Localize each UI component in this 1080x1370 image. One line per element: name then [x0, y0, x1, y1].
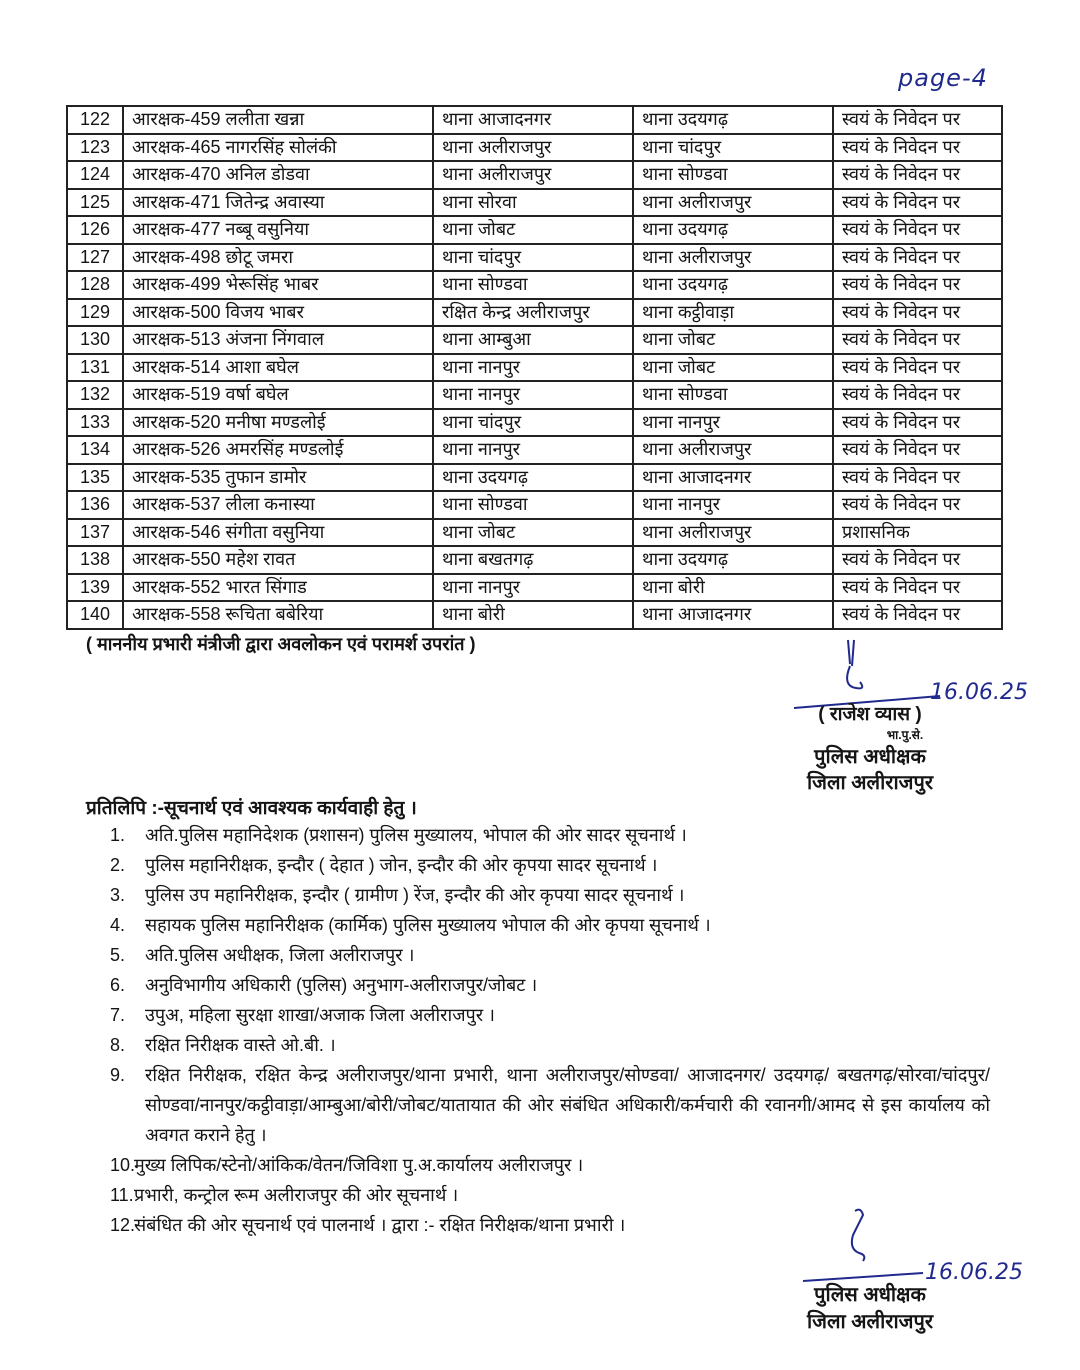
page-number-note: page-4 — [898, 64, 988, 92]
copy-heading: प्रतिलिपि :-सूचनार्थ एवं आवश्यक कार्यवाही हेतु । — [86, 798, 417, 819]
copy-list — [110, 820, 990, 1240]
signatory-name: ( राजेश व्यास ) — [818, 704, 922, 725]
reason-cell: स्वयं के निवेदन पर — [833, 409, 1002, 437]
signatory-block-2 — [790, 1282, 950, 1336]
to-station-cell: थाना आजादनगर — [633, 601, 833, 629]
from-station-cell: थाना आजादनगर — [433, 106, 633, 134]
reason-cell: स्वयं के निवेदन पर — [833, 546, 1002, 574]
to-station-cell: थाना उदयगढ़ — [633, 106, 833, 134]
to-station-cell: थाना कट्ठीवाड़ा — [633, 299, 833, 327]
reason-cell: स्वयं के निवेदन पर — [833, 574, 1002, 602]
copy-item — [110, 970, 990, 1000]
copy-item — [110, 1150, 990, 1180]
to-station-cell: थाना सोण्डवा — [633, 381, 833, 409]
copy-item-number: 1. — [110, 825, 126, 845]
reason-cell: प्रशासनिक — [833, 519, 1002, 547]
to-station-cell: थाना उदयगढ़ — [633, 216, 833, 244]
table-row — [67, 436, 1002, 464]
from-station-cell: थाना नानपुर — [433, 354, 633, 382]
serial-cell: 125 — [67, 189, 123, 217]
constable-name-cell: आरक्षक-465 नागरसिंह सोलंकी — [123, 134, 433, 162]
reason-cell: स्वयं के निवेदन पर — [833, 381, 1002, 409]
transfer-table — [66, 105, 1003, 630]
serial-cell: 132 — [67, 381, 123, 409]
constable-name-cell: आरक्षक-513 अंजना निंगवाल — [123, 326, 433, 354]
from-station-cell: थाना अलीराजपुर — [433, 134, 633, 162]
copy-item — [110, 880, 990, 910]
signature-date-2: 16.06.25 — [925, 1260, 1023, 1285]
to-station-cell: थाना अलीराजपुर — [633, 189, 833, 217]
constable-name-cell: आरक्षक-500 विजय भाबर — [123, 299, 433, 327]
from-station-cell: थाना नानपुर — [433, 381, 633, 409]
to-station-cell: थाना उदयगढ़ — [633, 271, 833, 299]
signatory-designation: पुलिस अधीक्षक — [814, 746, 926, 768]
constable-name-cell: आरक्षक-535 तुफान डामोर — [123, 464, 433, 492]
to-station-cell: थाना सोण्डवा — [633, 161, 833, 189]
from-station-cell: थाना नानपुर — [433, 574, 633, 602]
reason-cell: स्वयं के निवेदन पर — [833, 189, 1002, 217]
remark-note: ( माननीय प्रभारी मंत्रीजी द्वारा अवलोकन एवं परामर्श उपरांत ) — [86, 634, 476, 654]
signatory-block-1 — [785, 700, 955, 796]
from-station-cell: थाना अलीराजपुर — [433, 161, 633, 189]
serial-cell: 124 — [67, 161, 123, 189]
to-station-cell: थाना अलीराजपुर — [633, 436, 833, 464]
to-station-cell: थाना अलीराजपुर — [633, 244, 833, 272]
constable-name-cell: आरक्षक-459 ललीता खन्ना — [123, 106, 433, 134]
copy-item — [110, 850, 990, 880]
copy-item-number: 4. — [110, 915, 126, 935]
to-station-cell: थाना चांदपुर — [633, 134, 833, 162]
copy-item — [110, 910, 990, 940]
copy-item-number: 8. — [110, 1035, 126, 1055]
signatory-district: जिला अलीराजपुर — [806, 1311, 934, 1333]
table-row — [67, 161, 1002, 189]
copy-item-text: रक्षित निरीक्षक, रक्षित केन्द्र अलीराजपुर/थाना प्रभारी, थाना अलीराजपुर/सोण्डवा/ आजादनगर/ उदयगढ़/ बखतगढ़/सोरवा/चांदपुर/सोण्डवा/नानपुर/कट्ठीवाड़ा/आम्बुआ/बोरी/जोबट/यातायात की ओर संबंधित अधिकारी/कर्मचारी की रवानगी/आमद से इस कार्यालय को अवगत कराने हेतु । — [145, 1065, 990, 1145]
constable-name-cell: आरक्षक-471 जितेन्द्र अवास्या — [123, 189, 433, 217]
from-station-cell: थाना सोण्डवा — [433, 271, 633, 299]
serial-cell: 130 — [67, 326, 123, 354]
to-station-cell: थाना जोबट — [633, 354, 833, 382]
constable-name-cell: आरक्षक-514 आशा बघेल — [123, 354, 433, 382]
serial-cell: 136 — [67, 491, 123, 519]
signature-date-1: 16.06.25 — [930, 680, 1028, 705]
copy-item-text: प्रभारी, कन्ट्रोल रूम अलीराजपुर की ओर सूचनार्थ । — [134, 1185, 459, 1205]
serial-cell: 122 — [67, 106, 123, 134]
from-station-cell: थाना बोरी — [433, 601, 633, 629]
table-row — [67, 244, 1002, 272]
table-row — [67, 354, 1002, 382]
copy-item — [110, 1000, 990, 1030]
to-station-cell: थाना आजादनगर — [633, 464, 833, 492]
from-station-cell: थाना चांदपुर — [433, 409, 633, 437]
table-row — [67, 381, 1002, 409]
copy-item — [110, 820, 990, 850]
table-row — [67, 189, 1002, 217]
serial-cell: 123 — [67, 134, 123, 162]
from-station-cell: थाना सोण्डवा — [433, 491, 633, 519]
serial-cell: 133 — [67, 409, 123, 437]
copy-item-number: 2. — [110, 855, 126, 875]
copy-item — [110, 1030, 990, 1060]
constable-name-cell: आरक्षक-546 संगीता वसुनिया — [123, 519, 433, 547]
copy-item-text: अति.पुलिस महानिदेशक (प्रशासन) पुलिस मुख्यालय, भोपाल की ओर सादर सूचनार्थ । — [145, 825, 687, 845]
to-station-cell: थाना अलीराजपुर — [633, 519, 833, 547]
copy-item-number: 3. — [110, 885, 126, 905]
serial-cell: 134 — [67, 436, 123, 464]
from-station-cell: थाना सोरवा — [433, 189, 633, 217]
reason-cell: स्वयं के निवेदन पर — [833, 216, 1002, 244]
table-row — [67, 574, 1002, 602]
constable-name-cell: आरक्षक-550 महेश रावत — [123, 546, 433, 574]
reason-cell: स्वयं के निवेदन पर — [833, 271, 1002, 299]
constable-name-cell: आरक्षक-477 नब्बू वसुनिया — [123, 216, 433, 244]
table-row — [67, 216, 1002, 244]
reason-cell: स्वयं के निवेदन पर — [833, 244, 1002, 272]
copy-item-text: मुख्य लिपिक/स्टेनो/आंकिक/वेतन/जिविशा पु.अ.कार्यालय अलीराजपुर । — [134, 1155, 584, 1175]
table-row — [67, 409, 1002, 437]
copy-item-text: पुलिस उप महानिरीक्षक, इन्दौर ( ग्रामीण ) रेंज, इन्दौर की ओर कृपया सादर सूचनार्थ । — [145, 885, 685, 905]
constable-name-cell: आरक्षक-519 वर्षा बघेल — [123, 381, 433, 409]
constable-name-cell: आरक्षक-558 रूचिता बबेरिया — [123, 601, 433, 629]
constable-name-cell: आरक्षक-526 अमरसिंह मण्डलोई — [123, 436, 433, 464]
copy-item-text: अति.पुलिस अधीक्षक, जिला अलीराजपुर । — [145, 945, 415, 965]
table-row — [67, 326, 1002, 354]
copy-item — [110, 940, 990, 970]
reason-cell: स्वयं के निवेदन पर — [833, 299, 1002, 327]
copy-item-number: 6. — [110, 975, 126, 995]
to-station-cell: थाना जोबट — [633, 326, 833, 354]
from-station-cell: थाना उदयगढ़ — [433, 464, 633, 492]
table-row — [67, 491, 1002, 519]
reason-cell: स्वयं के निवेदन पर — [833, 106, 1002, 134]
serial-cell: 128 — [67, 271, 123, 299]
from-station-cell: थाना नानपुर — [433, 436, 633, 464]
reason-cell: स्वयं के निवेदन पर — [833, 601, 1002, 629]
copy-item-text: सहायक पुलिस महानिरीक्षक (कार्मिक) पुलिस मुख्यालय भोपाल की ओर कृपया सूचनार्थ । — [145, 915, 711, 935]
table-row — [67, 546, 1002, 574]
serial-cell: 138 — [67, 546, 123, 574]
copy-item-number: 7. — [110, 1005, 126, 1025]
to-station-cell: थाना नानपुर — [633, 409, 833, 437]
table-row — [67, 601, 1002, 629]
from-station-cell: थाना चांदपुर — [433, 244, 633, 272]
constable-name-cell: आरक्षक-552 भारत सिंगाड — [123, 574, 433, 602]
copy-item — [110, 1060, 990, 1150]
from-station-cell: रक्षित केन्द्र अलीराजपुर — [433, 299, 633, 327]
serial-cell: 139 — [67, 574, 123, 602]
reason-cell: स्वयं के निवेदन पर — [833, 161, 1002, 189]
from-station-cell: थाना जोबट — [433, 519, 633, 547]
copy-item-text: उपुअ, महिला सुरक्षा शाखा/अजाक जिला अलीराजपुर । — [145, 1005, 495, 1025]
constable-name-cell: आरक्षक-499 भेरूसिंह भाबर — [123, 271, 433, 299]
signatory-district: जिला अलीराजपुर — [806, 772, 934, 794]
serial-cell: 126 — [67, 216, 123, 244]
copy-item-number: 10. — [110, 1155, 136, 1175]
copy-item-text: पुलिस महानिरीक्षक, इन्दौर ( देहात ) जोन, इन्दौर की ओर कृपया सादर सूचनार्थ । — [145, 855, 658, 875]
to-station-cell: थाना नानपुर — [633, 491, 833, 519]
constable-name-cell: आरक्षक-520 मनीषा मण्डलोई — [123, 409, 433, 437]
table-row — [67, 299, 1002, 327]
copy-item-number: 11. — [110, 1185, 134, 1205]
constable-name-cell: आरक्षक-498 छोटू जमरा — [123, 244, 433, 272]
reason-cell: स्वयं के निवेदन पर — [833, 464, 1002, 492]
serial-cell: 135 — [67, 464, 123, 492]
copy-item-text: रक्षित निरीक्षक वास्ते ओ.बी. । — [145, 1035, 336, 1055]
serial-cell: 129 — [67, 299, 123, 327]
copy-item-number: 5. — [110, 945, 126, 965]
from-station-cell: थाना जोबट — [433, 216, 633, 244]
signatory-service: भा.पु.से. — [886, 728, 924, 742]
to-station-cell: थाना उदयगढ़ — [633, 546, 833, 574]
table-row — [67, 519, 1002, 547]
to-station-cell: थाना बोरी — [633, 574, 833, 602]
copy-item-number: 12. — [110, 1215, 136, 1235]
copy-item-text: अनुविभागीय अधिकारी (पुलिस) अनुभाग-अलीराजपुर/जोबट । — [145, 975, 538, 995]
serial-cell: 140 — [67, 601, 123, 629]
constable-name-cell: आरक्षक-470 अनिल डोडवा — [123, 161, 433, 189]
constable-name-cell: आरक्षक-537 लीला कनास्या — [123, 491, 433, 519]
reason-cell: स्वयं के निवेदन पर — [833, 436, 1002, 464]
from-station-cell: थाना आम्बुआ — [433, 326, 633, 354]
serial-cell: 127 — [67, 244, 123, 272]
table-row — [67, 464, 1002, 492]
table-row — [67, 271, 1002, 299]
serial-cell: 131 — [67, 354, 123, 382]
signatory-designation: पुलिस अधीक्षक — [814, 1284, 926, 1306]
reason-cell: स्वयं के निवेदन पर — [833, 326, 1002, 354]
copy-item-number: 9. — [110, 1065, 126, 1085]
table-row — [67, 134, 1002, 162]
table-row — [67, 106, 1002, 134]
reason-cell: स्वयं के निवेदन पर — [833, 354, 1002, 382]
reason-cell: स्वयं के निवेदन पर — [833, 491, 1002, 519]
serial-cell: 137 — [67, 519, 123, 547]
copy-item-text: संबंधित की ओर सूचनार्थ एवं पालनार्थ । द्वारा :- रक्षित निरीक्षक/थाना प्रभारी । — [134, 1215, 626, 1235]
reason-cell: स्वयं के निवेदन पर — [833, 134, 1002, 162]
from-station-cell: थाना बखतगढ़ — [433, 546, 633, 574]
